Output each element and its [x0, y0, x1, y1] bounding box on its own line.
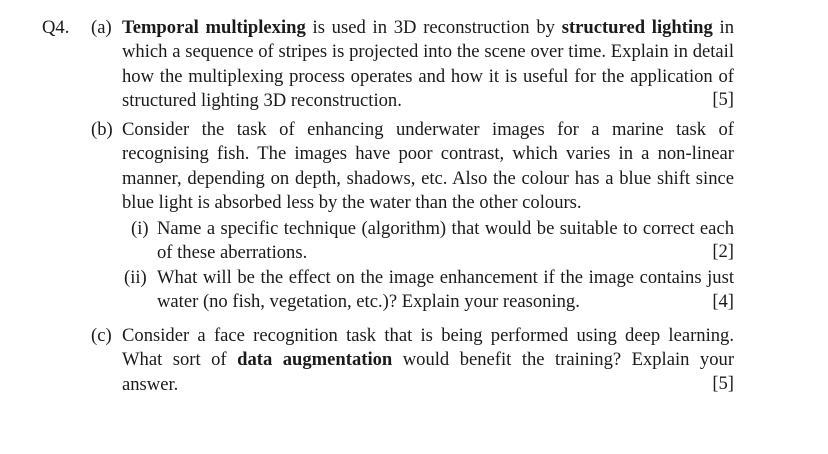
- part-a-marks: [5]: [712, 89, 734, 110]
- part-b-i-text: Name a specific technique (algorithm) that would be suitable to correct each of these aberrations.: [157, 218, 734, 264]
- part-c-text: [122, 324, 734, 397]
- part-c-text-segment: would benefit the training? Explain your answer.: [122, 349, 735, 395]
- part-a-text-segment: is used in 3D reconstruction by: [305, 17, 562, 38]
- part-a-text: [122, 16, 734, 113]
- part-c-text-segment: Consider a face recognition task that is being performed using deep learning. What sort of: [122, 325, 734, 371]
- part-c-label: (c): [91, 325, 112, 346]
- part-a-term-structured-lighting: structured lighting: [561, 17, 713, 38]
- part-b-i-label: (i): [131, 218, 149, 239]
- part-a-label: (a): [91, 17, 112, 38]
- part-c-term-data-augmentation: data augmentation: [237, 349, 393, 371]
- part-a-term-temporal-multiplexing: Temporal multiplexing: [122, 17, 306, 38]
- part-b-ii-label: (ii): [124, 267, 147, 288]
- part-b-label: (b): [91, 119, 113, 140]
- part-b-i-marks: [2]: [712, 241, 734, 262]
- part-b-ii-text: What will be the effect on the image enhancement if the image contains just water (no fish, vegetation, etc.)? Explain your reasoning.: [157, 267, 734, 313]
- part-b-text: Consider the task of enhancing underwater images for a marine task of recognising fish. The images have poor contrast, which varies in a non-linear manner, depending on depth, shadows, etc. Also the colour has a blue shift since blue light is absorbed less by the water than the other colours.: [122, 119, 734, 213]
- part-b-ii-marks: [4]: [712, 291, 734, 312]
- part-a-text-segment: in which a sequence of stripes is projected into the scene over time. Explain in detail how the multiplexing process operates and how it is useful for the application of structured lighting 3D reconstruction.: [122, 17, 734, 111]
- part-c-marks: [5]: [712, 373, 734, 394]
- question-number: Q4.: [42, 17, 70, 38]
